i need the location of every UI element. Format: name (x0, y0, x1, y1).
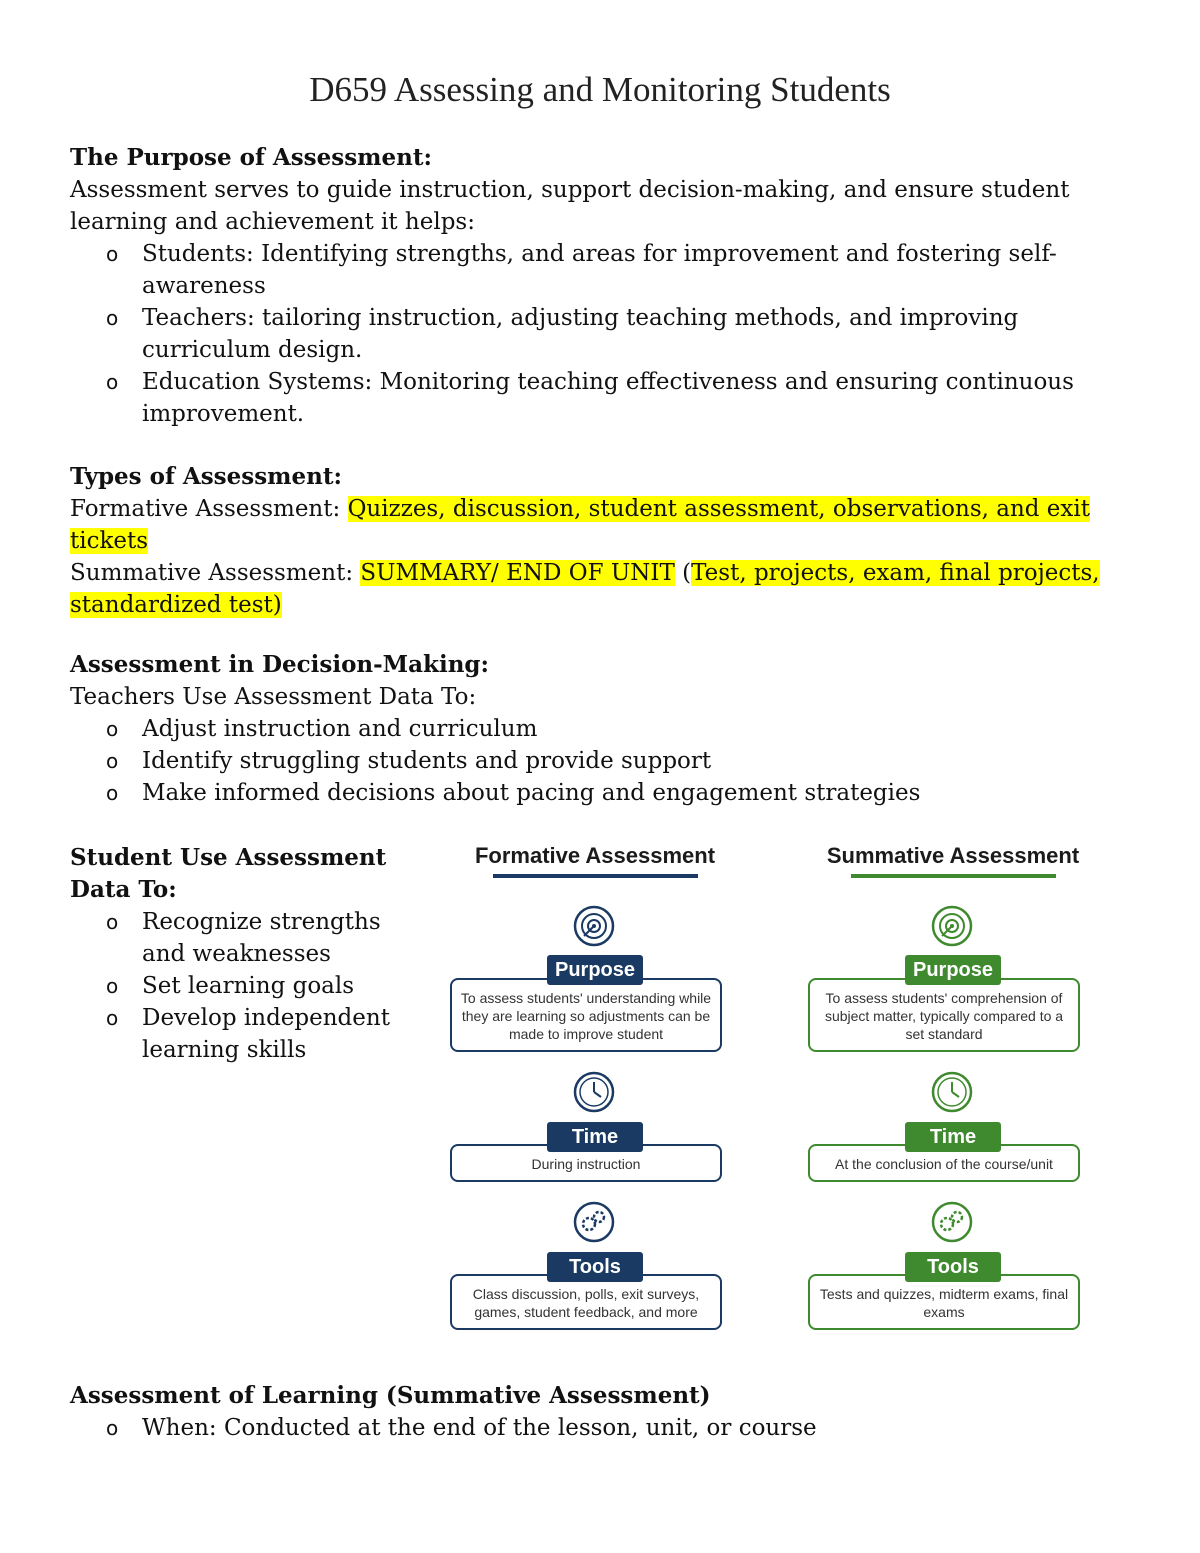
purpose-heading: The Purpose of Assessment: (70, 144, 432, 171)
summative-value-2: Test, projects, exam, final projects, standardized test) (70, 560, 1100, 618)
list-item: o Education Systems: Monitoring teaching effectiveness and ensuring continuous improvement. (70, 366, 1140, 430)
list-item: o Students: Identifying strengths, and areas for improvement and fostering self-awareness (70, 238, 1140, 302)
gears-icon (930, 1200, 974, 1244)
formative-purpose-tag: Purpose (547, 955, 643, 985)
formative-column (450, 840, 740, 1320)
types-heading: Types of Assessment: (70, 463, 342, 490)
list-item: o Identify struggling students and provide support (70, 745, 1140, 777)
summative-column (808, 840, 1098, 1320)
assessment-infographic (440, 840, 1120, 1350)
summative-line (70, 557, 1140, 621)
list-item: o Adjust instruction and curriculum (70, 713, 1140, 745)
purpose-section (70, 142, 1140, 430)
summative-underline (851, 874, 1056, 878)
formative-line (70, 493, 1140, 557)
decision-intro: Teachers Use Assessment Data To: (70, 684, 477, 710)
target-icon (930, 904, 974, 948)
formative-underline (493, 874, 698, 878)
purpose-intro: Assessment serves to guide instruction, support decision-making, and ensure student learning and achievement it helps: (70, 177, 1070, 235)
page-title: D659 Assessing and Monitoring Students (309, 70, 891, 109)
summative-label: Summative Assessment: (70, 560, 361, 586)
summative-purpose-tag: Purpose (905, 955, 1001, 985)
purpose-list (70, 238, 1140, 430)
decision-heading: Assessment in Decision-Making: (70, 651, 490, 678)
student-list (70, 906, 400, 1066)
formative-tools-card: Class discussion, polls, exit surveys, games, student feedback, and more (450, 1274, 722, 1330)
formative-time-tag: Time (547, 1122, 643, 1152)
formative-tools-tag: Tools (547, 1252, 643, 1282)
gears-icon (572, 1200, 616, 1244)
list-item: o Develop independent learning skills (70, 1002, 400, 1066)
formative-label: Formative Assessment: (70, 496, 348, 522)
clock-icon (572, 1070, 616, 1114)
learning-list (70, 1412, 1140, 1444)
formative-title: Formative Assessment (474, 843, 716, 868)
student-section (70, 842, 400, 1066)
learning-heading: Assessment of Learning (Summative Assessment) (70, 1382, 711, 1409)
summative-time-card: At the conclusion of the course/unit (808, 1144, 1080, 1182)
decision-section (70, 649, 1140, 809)
formative-time-card: During instruction (450, 1144, 722, 1182)
formative-value: Quizzes, discussion, student assessment, observations, and exit tickets (70, 496, 1090, 554)
types-section (70, 461, 1140, 621)
formative-purpose-card: To assess students' understanding while they are learning so adjustments can be made to improve student (450, 978, 722, 1052)
summative-tools-card: Tests and quizzes, midterm exams, final exams (808, 1274, 1080, 1330)
list-item: o Recognize strengths and weaknesses (70, 906, 400, 970)
summative-paren: ( (674, 560, 692, 586)
list-item: o Set learning goals (70, 970, 400, 1002)
decision-list (70, 713, 1140, 809)
learning-section (70, 1380, 1140, 1444)
summative-purpose-card: To assess students' comprehension of subject matter, typically compared to a set standard (808, 978, 1080, 1052)
list-item: o When: Conducted at the end of the lesson, unit, or course (70, 1412, 1140, 1444)
summative-tools-tag: Tools (905, 1252, 1001, 1282)
list-item: o Make informed decisions about pacing and engagement strategies (70, 777, 1140, 809)
target-icon (572, 904, 616, 948)
summative-time-tag: Time (905, 1122, 1001, 1152)
list-item: o Teachers: tailoring instruction, adjusting teaching methods, and improving curriculum design. (70, 302, 1140, 366)
summative-title: Summative Assessment (826, 843, 1080, 868)
summative-value-1: SUMMARY/ END OF UNIT (360, 560, 675, 586)
student-heading: Student Use Assessment Data To: (70, 844, 387, 903)
clock-icon (930, 1070, 974, 1114)
